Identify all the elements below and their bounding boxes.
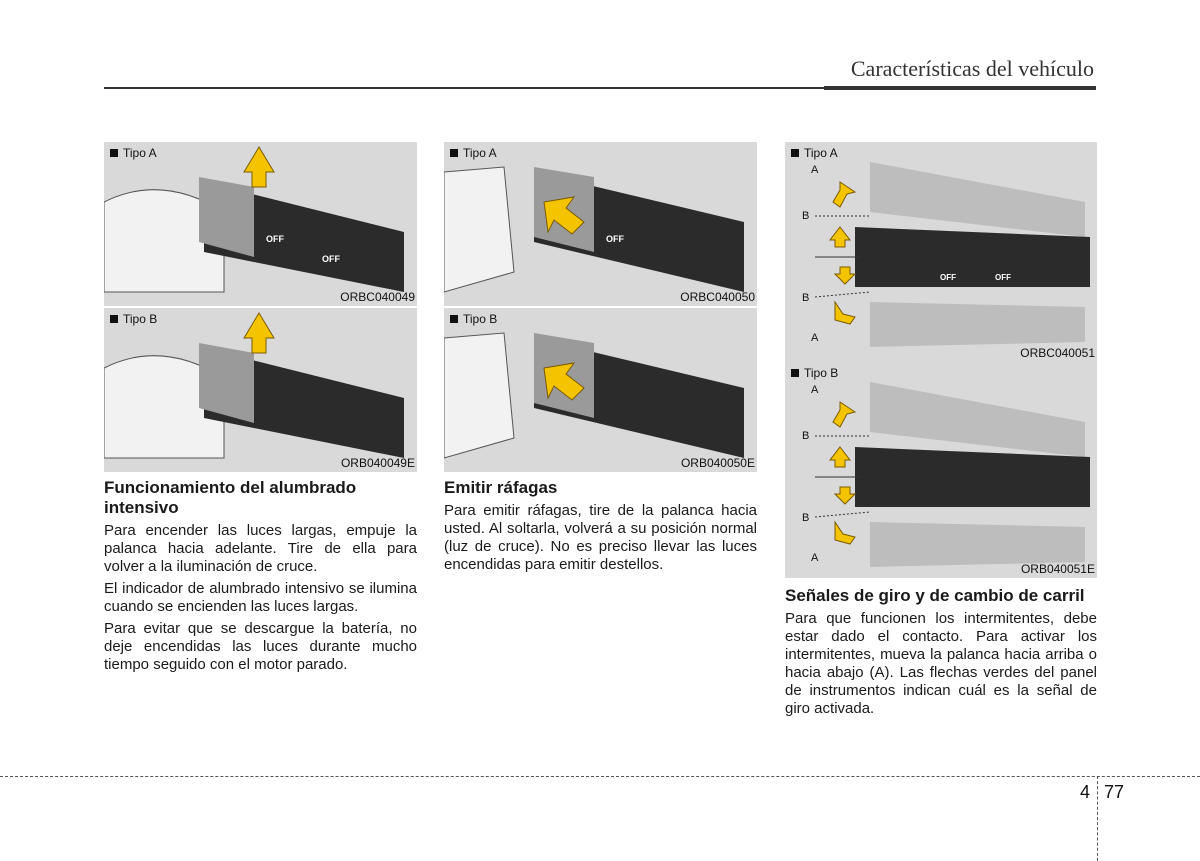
figure-code: ORB040049E [340, 456, 415, 470]
callout-a: A [811, 384, 819, 396]
page-number: 77 [1104, 782, 1125, 802]
stalk-illustration [785, 142, 1097, 362]
switch-off-label: OFF [606, 234, 624, 244]
switch-off-label-2: OFF [995, 273, 1011, 282]
paragraph: Para evitar que se descargue la batería, no deje encendidas las luces durante mucho tiempo seguido con el motor parado. [104, 620, 417, 673]
figure-label: Tipo A [110, 146, 157, 160]
page-header-title: Características del vehículo [850, 56, 1094, 81]
footer-rule [0, 776, 1200, 777]
callout-b: B [802, 512, 810, 524]
paragraph: Para emitir ráfagas, tire de la palanca hacia usted. Al soltarla, volverá a su posición normal (luz de cruce). No es preciso llevar las luces encendidas para emitir destellos. [444, 502, 757, 573]
figure-flash-tipo-a [444, 142, 757, 306]
callout-a: A [811, 332, 819, 344]
section-title: Funcionamiento del alumbrado intensivo [104, 478, 357, 517]
paragraph: Para que funcionen los intermitentes, debe estar dado el contacto. Para activar los intermitentes, mueva la palanca hacia arriba o hacia abajo (A). Las flechas verdes del panel de instrumentos indican cuál es la señal de giro activada. [785, 610, 1097, 717]
figure-label: Tipo A [791, 146, 838, 160]
section-flash [444, 478, 757, 578]
figure-high-beam-tipo-a [104, 142, 417, 306]
stalk-illustration [444, 308, 757, 472]
figure-turn-signal-tipo-b [785, 362, 1097, 578]
figure-label: Tipo B [110, 312, 157, 326]
section-title: Emitir ráfagas [444, 478, 558, 497]
stalk-illustration [444, 142, 757, 306]
figure-label: Tipo A [450, 146, 497, 160]
figure-code: ORBC040050 [680, 290, 755, 304]
callout-b: B [802, 292, 810, 304]
paragraph: El indicador de alumbrado intensivo se ilumina cuando se encienden las luces largas. [104, 580, 417, 615]
switch-off-label-1: OFF [940, 273, 956, 282]
stalk-illustration [104, 308, 417, 472]
section-title: Señales de giro y de cambio de carril [785, 586, 1085, 605]
figure-code: ORB040050E [680, 456, 755, 470]
callout-a: A [811, 164, 819, 176]
figure-label: Tipo B [450, 312, 497, 326]
figure-code: ORB040051E [1020, 562, 1095, 576]
paragraph: Para encender las luces largas, empuje la palanca hacia adelante. Tire de ella para volver a la iluminación de cruce. [104, 522, 417, 575]
stalk-illustration [785, 362, 1097, 578]
switch-off-label-1: OFF [266, 234, 284, 244]
figure-label: Tipo B [791, 366, 838, 380]
chapter-number: 4 [1080, 782, 1091, 802]
figure-code: ORBC040049 [340, 290, 415, 304]
footer-divider [1097, 776, 1098, 861]
callout-b: B [802, 430, 810, 442]
section-high-beam [104, 478, 417, 678]
switch-off-label-2: OFF [322, 254, 340, 264]
figure-high-beam-tipo-b [104, 308, 417, 472]
figure-code: ORBC040051 [1020, 346, 1095, 360]
section-turn-signals [785, 586, 1097, 722]
header-rule-accent [824, 86, 1096, 90]
figure-turn-signal-tipo-a [785, 142, 1097, 362]
callout-b: B [802, 210, 810, 222]
figure-flash-tipo-b [444, 308, 757, 472]
stalk-illustration [104, 142, 417, 306]
callout-a: A [811, 552, 819, 564]
